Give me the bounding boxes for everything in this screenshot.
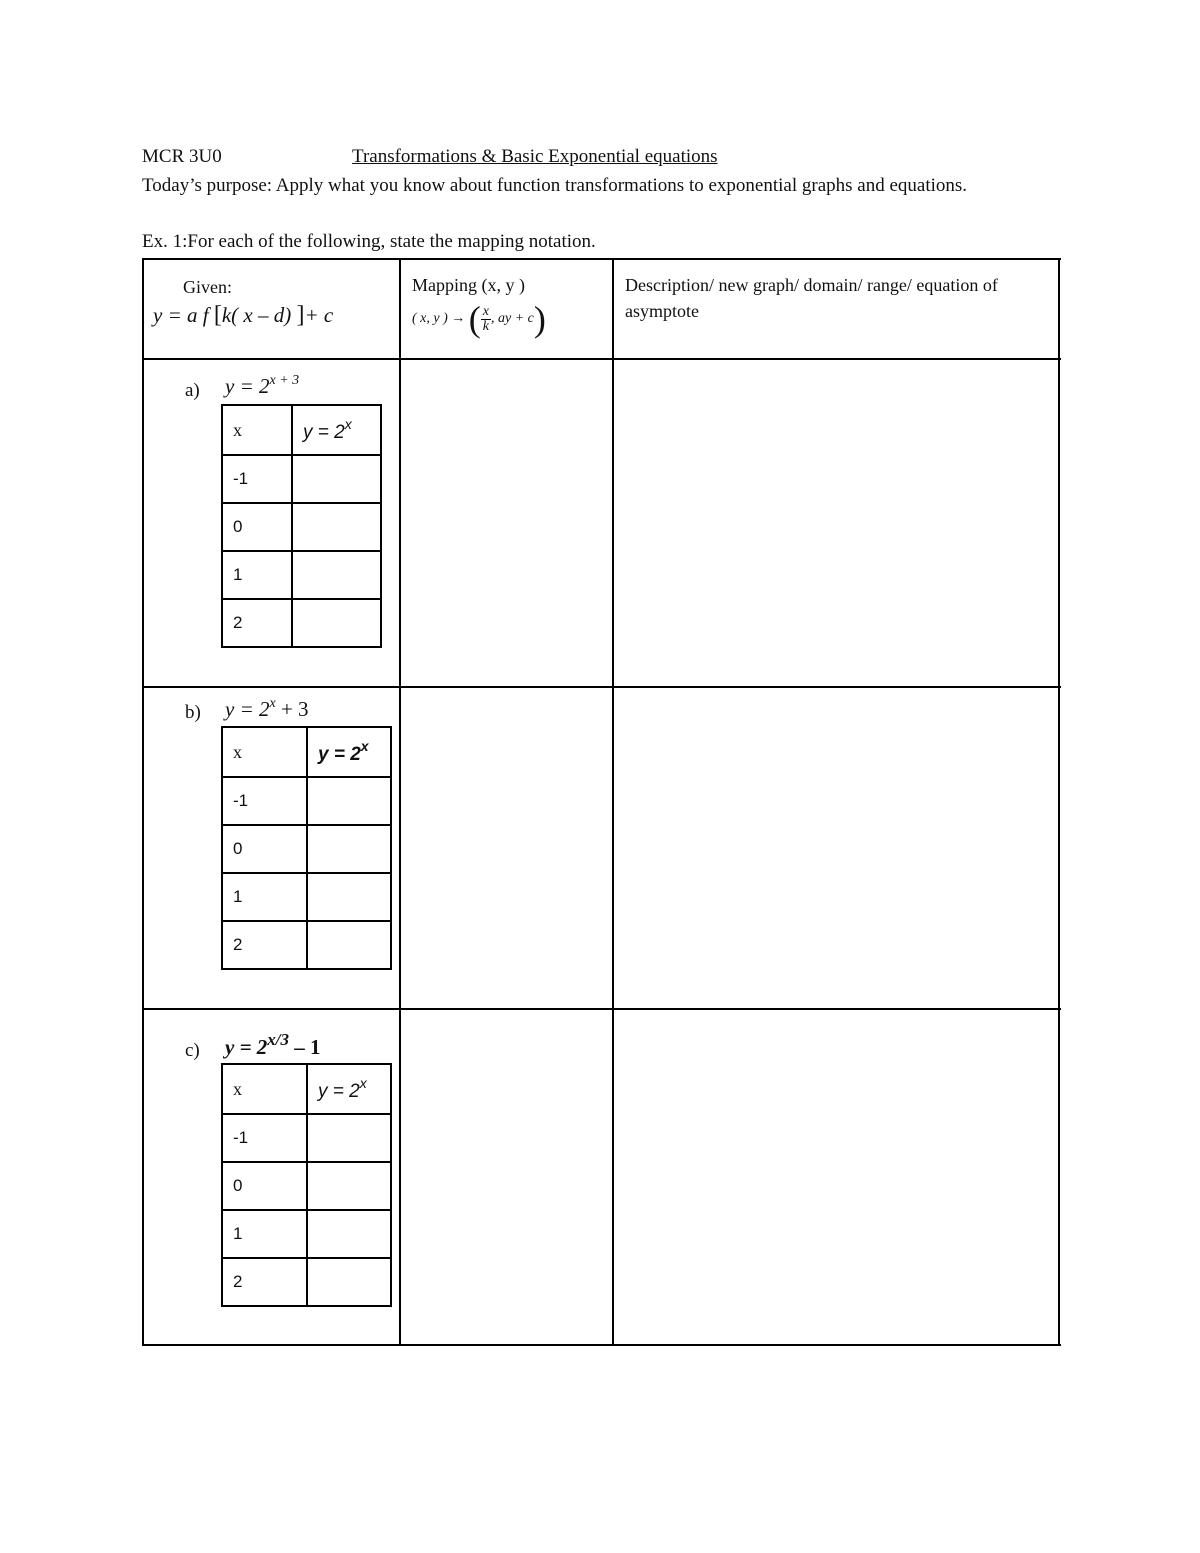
row-equation: $y = 2^x + 3$ [225, 696, 309, 721]
x-value: -1 [222, 1114, 307, 1162]
x-value: 2 [222, 921, 307, 969]
column-header-y: $y = 2^x$ [307, 1064, 391, 1114]
mapping-label: Mapping (x, y ) [412, 275, 525, 295]
column-header-y: $y = 2^x$ [292, 405, 381, 455]
x-value: 2 [222, 1258, 307, 1306]
answer-cell[interactable] [307, 1210, 391, 1258]
value-table [221, 726, 392, 970]
answer-cell[interactable] [292, 599, 381, 647]
purpose-text: Today’s purpose: Apply what you know about function transformations to exponential graphs and equations. [142, 175, 968, 196]
answer-cell[interactable] [292, 503, 381, 551]
answer-cell[interactable] [307, 1162, 391, 1210]
page-title: Transformations & Basic Exponential equations [352, 146, 718, 167]
row-letter: c) [185, 1040, 200, 1061]
column-header-x: x [222, 1064, 307, 1114]
description-answer-b[interactable] [614, 688, 1058, 1008]
x-value: 1 [222, 1210, 307, 1258]
given-label: Given: [183, 277, 232, 297]
value-table [221, 404, 382, 648]
row-equation: $y = 2^{x/3} - 1$ [225, 1030, 321, 1059]
x-value: 2 [222, 599, 292, 647]
row-equation: $y = 2^{x + 3}$ [225, 373, 300, 398]
mapping-answer-b[interactable] [401, 688, 612, 1008]
column-header-x: x [222, 405, 292, 455]
answer-cell[interactable] [307, 1114, 391, 1162]
x-value: 0 [222, 825, 307, 873]
answer-cell[interactable] [307, 777, 391, 825]
row-letter: b) [185, 702, 201, 723]
answer-cell[interactable] [292, 455, 381, 503]
course-code: MCR 3U0 [142, 146, 222, 167]
grid-line-right [1058, 258, 1060, 1346]
answer-cell[interactable] [307, 873, 391, 921]
description-answer-c[interactable] [614, 1010, 1058, 1344]
grid-line-top [142, 258, 1061, 260]
column-header-x: x [222, 727, 307, 777]
answer-cell[interactable] [292, 551, 381, 599]
answer-cell[interactable] [307, 921, 391, 969]
x-value: -1 [222, 777, 307, 825]
mapping-answer-a[interactable] [401, 360, 612, 686]
column-header-y: $y = 2^x$ [307, 727, 391, 777]
x-value: -1 [222, 455, 292, 503]
value-table [221, 1063, 392, 1307]
example-intro: Ex. 1:For each of the following, state the mapping notation. [142, 231, 596, 252]
x-value: 0 [222, 503, 292, 551]
mapping-formula: ( x, y ) → ( $\frac{x}{k}$ , ay + c) [412, 299, 546, 339]
x-value: 0 [222, 1162, 307, 1210]
x-value: 1 [222, 551, 292, 599]
row-letter: a) [185, 380, 200, 401]
grid-line-bottom [142, 1344, 1061, 1346]
answer-cell[interactable] [307, 1258, 391, 1306]
mapping-answer-c[interactable] [401, 1010, 612, 1344]
answer-cell[interactable] [307, 825, 391, 873]
x-value: 1 [222, 873, 307, 921]
grid-line-left [142, 258, 144, 1346]
given-equation: y = a f [k( x – d) ]+ c [153, 302, 334, 328]
description-answer-a[interactable] [614, 360, 1058, 686]
description-label: Description/ new graph/ domain/ range/ equation of asymptote [625, 275, 998, 321]
